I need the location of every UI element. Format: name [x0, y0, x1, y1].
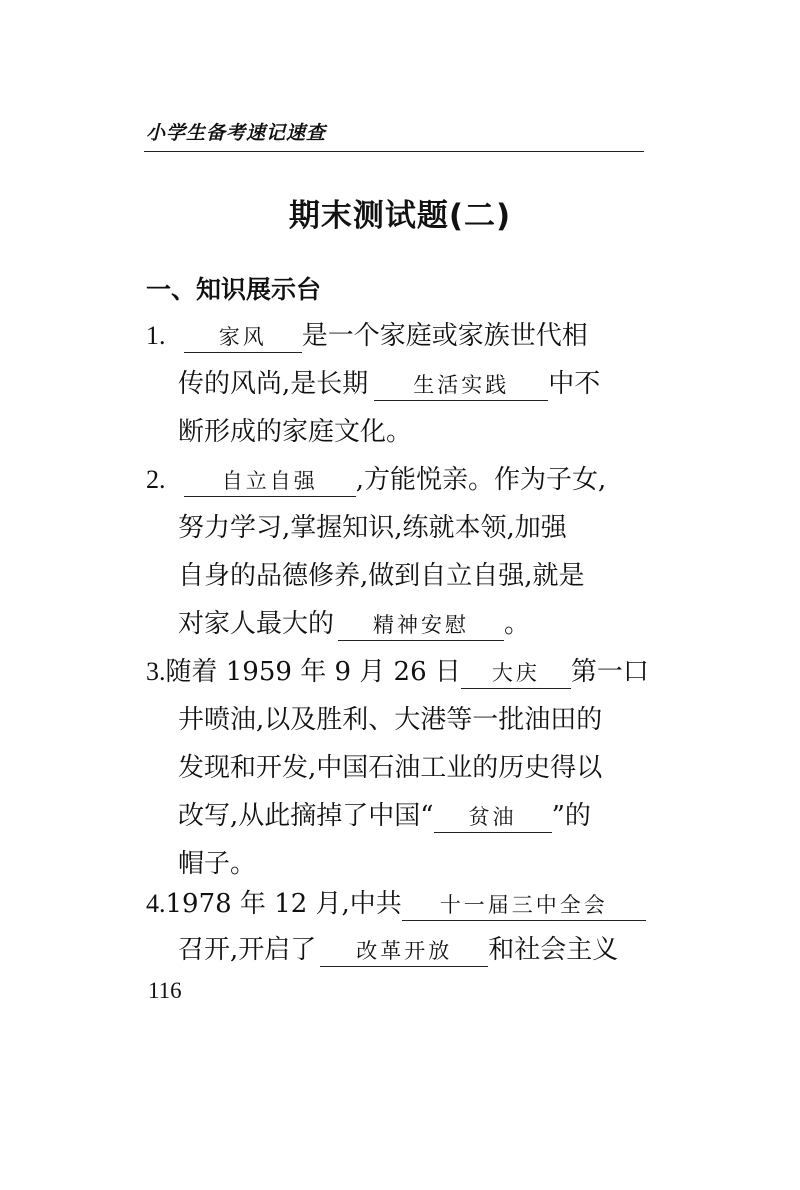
question-number: 2.: [146, 465, 166, 494]
question-1-line-2: [178, 366, 600, 402]
page-number: 116: [148, 978, 182, 1003]
question-4-line-1: [146, 886, 646, 922]
header-divider: [144, 151, 644, 152]
question-text: 改写,从此摘掉了中国“: [178, 801, 434, 831]
answer-blank: 十一届三中全会: [402, 890, 646, 921]
question-text: ”的: [551, 801, 591, 831]
book-title: 小学生备考速记速查: [146, 122, 327, 144]
question-text: 1978 年 12 月,中共: [165, 889, 402, 919]
answer-blank: 自立自强: [184, 466, 356, 497]
question-3-line-2: 井喷油,以及胜利、大港等一批油田的: [178, 705, 603, 735]
page-title: 期末测试题(二): [288, 198, 512, 234]
answer-blank: 大庆: [461, 658, 571, 689]
question-number: 4.: [146, 889, 166, 918]
question-text: 第一口: [570, 657, 649, 687]
question-text: 。: [504, 609, 531, 639]
question-3-line-5: 帽子。: [178, 849, 257, 879]
question-text: 中不: [548, 369, 601, 399]
answer-blank: 贫油: [434, 802, 552, 833]
question-2-line-4: [178, 606, 530, 642]
answer-blank: 生活实践: [374, 370, 548, 401]
question-text: 召开,开启了: [178, 935, 317, 965]
question-1-line-1: [146, 318, 588, 354]
question-text: 对家人最大的: [178, 609, 335, 639]
question-text: 随着 1959 年 9 月 26 日: [165, 657, 461, 687]
question-number: 1.: [146, 321, 166, 350]
question-text: 传的风尚,是长期: [178, 369, 369, 399]
question-2-line-1: [146, 462, 606, 498]
answer-blank: 改革开放: [320, 936, 488, 967]
question-text: 是一个家庭或家族世代相: [301, 321, 588, 351]
question-number: 3.: [146, 657, 166, 686]
question-3-line-3: 发现和开发,中国石油工业的历史得以: [178, 753, 603, 783]
question-4-line-2: [178, 932, 618, 968]
question-3-line-4: [178, 798, 591, 834]
question-text: ,方能悦亲。作为子女,: [355, 465, 607, 495]
answer-blank: 家风: [184, 322, 302, 353]
question-2-line-3: 自身的品德修养,做到自立自强,就是: [178, 561, 585, 591]
question-text: 和社会主义: [488, 935, 619, 965]
section-heading: 一、知识展示台: [146, 275, 322, 304]
question-3-line-1: [146, 654, 649, 690]
question-1-line-3: 断形成的家庭文化。: [178, 417, 413, 447]
answer-blank: 精神安慰: [338, 610, 504, 641]
question-2-line-2: 努力学习,掌握知识,练就本领,加强: [178, 513, 567, 543]
